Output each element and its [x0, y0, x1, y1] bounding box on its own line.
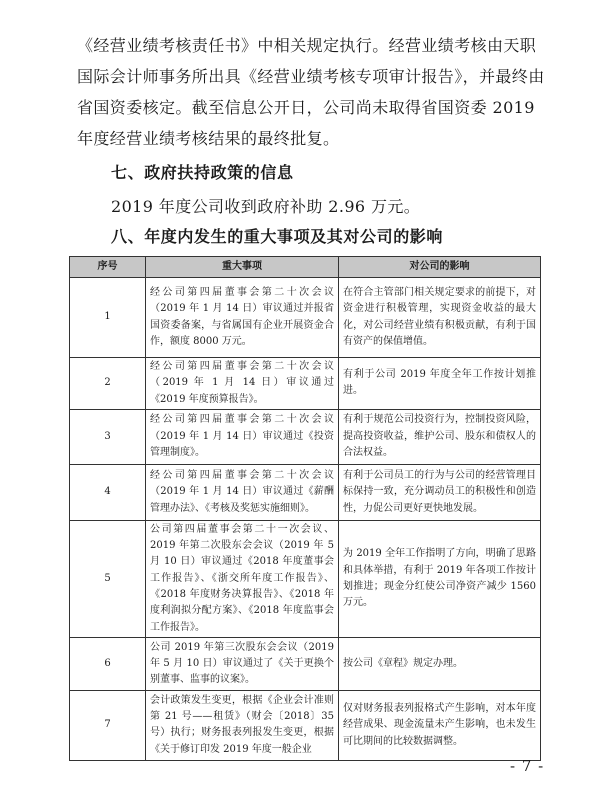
- row-event: 经公司第四届董事会第二十次会议（2019 年 1 月 14 日）审议通过《2019 年度预算报告》。: [146, 358, 339, 410]
- header-event: 重大事项: [146, 257, 339, 278]
- row-number: 1: [70, 278, 146, 358]
- table-row: [70, 520, 541, 637]
- row-event: 经公司第四届董事会第二十次会议（2019 年 1 月 14 日）审议通过并报省国资委备案，与省属国有企业开展资金合作，额度 8000 万元。: [146, 278, 339, 358]
- row-impact: 有利于公司员工的行为与公司的经营管理目标保持一致，充分调动员工的积极性和创造性，力促公司更好更快地发展。: [339, 464, 541, 520]
- table-row: [70, 690, 541, 760]
- row-impact: 有利于公司 2019 年度全年工作按计划推进。: [339, 358, 541, 410]
- row-event: 经公司第四届董事会第二十次会议（2019 年 1 月 14 日）审议通过《薪酬管理办法》、《考核及奖惩实施细则》。: [146, 464, 339, 520]
- row-event: 经公司第四届董事会第二十次会议（2019 年 1 月 14 日）审议通过《投资管理制度》。: [146, 409, 339, 464]
- table-header: [70, 257, 541, 278]
- row-number: 2: [70, 358, 146, 410]
- row-impact: 为 2019 全年工作指明了方向，明确了思路和具体举措，有利于 2019 年各项工作按计划推进；现金分红使公司净资产减少 1560 万元。: [339, 520, 541, 637]
- body-paragraph: 《经营业绩考核责任书》中相关规定执行。经营业绩考核由天职国际会计师事务所出具《经营业绩考核专项审计报告》，并最终由省国资委核定。截至信息公开日，公司尚未取得省国资委 2019 年度经营业绩考核结果的最终批复。: [77, 36, 545, 148]
- row-event: 公司第四届董事会第二十一次会议、2019 年第二次股东会会议（2019 年 5 月 10 日）审议通过《2018 年度董事会工作报告》、《浙交所年度工作报告》、《2018 年度财务决算报告》、《2018 年度利润拟分配方案》、《2018 年度监事会工作报告》。: [146, 520, 339, 637]
- row-impact: 按公司《章程》规定办理。: [339, 637, 541, 690]
- section-7-text: 2019 年度公司收到政府补助 2.96 万元。: [111, 197, 421, 216]
- row-impact: 在符合主管部门相关规定要求的前提下，对资金进行积极管理，实现资金收益的最大化，对公司经营业绩有积极贡献，有利于国有资产的保值增值。: [339, 278, 541, 358]
- header-impact: 对公司的影响: [339, 257, 541, 278]
- row-number: 5: [70, 520, 146, 637]
- row-event: 公司 2019 年第三次股东会会议（2019 年 5 月 10 日）审议通过了《关于更换个别董事、监事的议案》。: [146, 637, 339, 690]
- section-7-heading: 七、政府扶持政策的信息: [111, 163, 294, 182]
- table-row: [70, 409, 541, 464]
- table-row: [70, 637, 541, 690]
- page-number: - 7 -: [510, 757, 545, 775]
- header-no: 序号: [70, 257, 146, 278]
- table-row: [70, 278, 541, 358]
- row-impact: 仅对财务报表列报格式产生影响，对本年度经营成果、现金流量未产生影响，也未发生可比期间的比较数据调整。: [339, 690, 541, 760]
- row-number: 6: [70, 637, 146, 690]
- row-event: 会计政策发生变更，根据《企业会计准则第 21 号——租赁》（财会〔2018〕35 号）执行；财务报表列报发生变更，根据《关于修订印发 2019 年度一般企业: [146, 690, 339, 760]
- row-number: 4: [70, 464, 146, 520]
- table-row: [70, 358, 541, 410]
- row-number: 3: [70, 409, 146, 464]
- row-number: 7: [70, 690, 146, 760]
- table-row: [70, 464, 541, 520]
- major-events-table: [69, 256, 541, 761]
- row-impact: 有利于规范公司投资行为，控制投资风险，提高投资收益，维护公司、股东和债权人的合法权益。: [339, 409, 541, 464]
- section-8-heading: 八、年度内发生的重大事项及其对公司的影响: [111, 227, 444, 246]
